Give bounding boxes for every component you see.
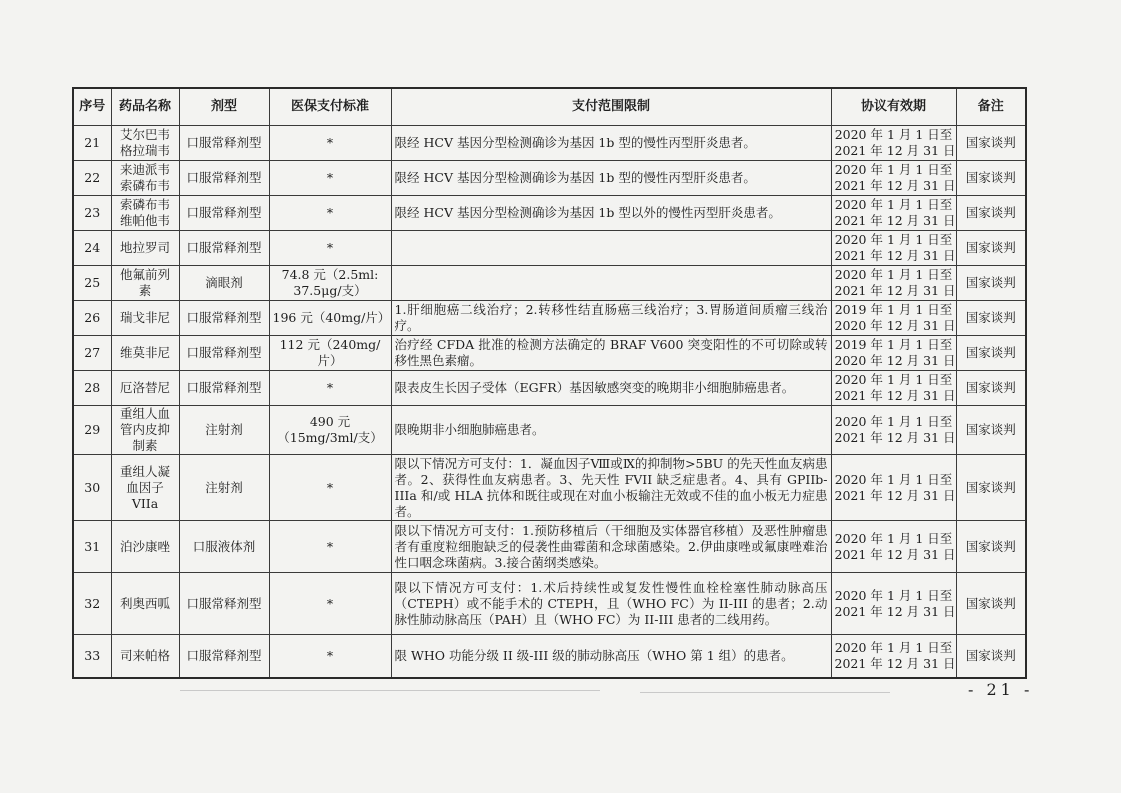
header-payment-standard: 医保支付标准 (269, 88, 391, 126)
period-end: 2021 年 12 月 31 日 (834, 283, 956, 298)
drug-name: 索磷布韦维帕他韦 (111, 196, 179, 231)
remark: 国家谈判 (956, 126, 1026, 161)
row-number: 24 (73, 231, 111, 266)
drug-name: 维莫非尼 (111, 336, 179, 371)
row-number: 33 (73, 635, 111, 678)
period-end: 2020 年 12 月 31 日 (834, 318, 956, 333)
period-start: 2019 年 1 月 1 日至 (834, 337, 953, 352)
dosage-form: 口服常释剂型 (179, 573, 269, 635)
payment-standard: * (269, 231, 391, 266)
row-number: 26 (73, 301, 111, 336)
remark: 国家谈判 (956, 635, 1026, 678)
payment-scope: 限以下情况方可支付：1.预防移植后（干细胞及实体器官移植）及恶性肿瘤患者有重度粒细胞缺乏的侵袭性曲霉菌和念球菌感染。2.伊曲康唑或氟康唑难治性口咽念珠菌病。3.接合菌纲类感染。 (391, 521, 831, 573)
period-end: 2020 年 12 月 31 日 (834, 353, 956, 368)
payment-scope (391, 266, 831, 301)
remark: 国家谈判 (956, 371, 1026, 406)
period-start: 2019 年 1 月 1 日至 (834, 302, 953, 317)
row-number: 30 (73, 455, 111, 521)
table-row (73, 266, 1026, 301)
payment-standard: * (269, 371, 391, 406)
period-end: 2021 年 12 月 31 日 (834, 546, 956, 562)
header-no: 序号 (73, 88, 111, 126)
table-row (73, 161, 1026, 196)
agreement-period (831, 573, 956, 635)
remark: 国家谈判 (956, 336, 1026, 371)
payment-scope (391, 231, 831, 266)
row-number: 25 (73, 266, 111, 301)
payment-scope: 限经 HCV 基因分型检测确诊为基因 1b 型的慢性丙型肝炎患者。 (391, 126, 831, 161)
remark: 国家谈判 (956, 521, 1026, 573)
agreement-period (831, 126, 956, 161)
remark: 国家谈判 (956, 196, 1026, 231)
row-number: 23 (73, 196, 111, 231)
drug-name: 他氟前列素 (111, 266, 179, 301)
remark: 国家谈判 (956, 231, 1026, 266)
agreement-period (831, 455, 956, 521)
agreement-period (831, 521, 956, 573)
table-row (73, 126, 1026, 161)
remark: 国家谈判 (956, 266, 1026, 301)
payment-standard: * (269, 161, 391, 196)
payment-standard: 196 元（40mg/片） (269, 301, 391, 336)
table-row (73, 521, 1026, 573)
period-end: 2021 年 12 月 31 日 (834, 655, 956, 671)
drug-name: 瑞戈非尼 (111, 301, 179, 336)
agreement-period (831, 266, 956, 301)
remark: 国家谈判 (956, 301, 1026, 336)
table-row (73, 231, 1026, 266)
dosage-form: 口服液体剂 (179, 521, 269, 573)
scan-artifact (640, 692, 890, 693)
table-row (73, 371, 1026, 406)
dosage-form: 口服常释剂型 (179, 196, 269, 231)
agreement-period (831, 371, 956, 406)
header-agreement-period: 协议有效期 (831, 88, 956, 126)
table-row (73, 573, 1026, 635)
remark: 国家谈判 (956, 573, 1026, 635)
header-dosage-form: 剂型 (179, 88, 269, 126)
page-number: - 21 - (968, 680, 1034, 699)
period-end: 2021 年 12 月 31 日 (834, 430, 956, 445)
period-start: 2020 年 1 月 1 日至 (834, 639, 953, 655)
period-end: 2021 年 12 月 31 日 (834, 388, 956, 403)
payment-scope: 限 WHO 功能分级 II 级-III 级的肺动脉高压（WHO 第 1 组）的患者。 (391, 635, 831, 678)
row-number: 31 (73, 521, 111, 573)
header-payment-scope: 支付范围限制 (391, 88, 831, 126)
dosage-form: 口服常释剂型 (179, 371, 269, 406)
table-row (73, 196, 1026, 231)
scan-artifact (180, 690, 600, 691)
payment-standard: * (269, 455, 391, 521)
period-end: 2021 年 12 月 31 日 (834, 143, 956, 158)
payment-scope: 限以下情况方可支付：1.术后持续性或复发性慢性血栓栓塞性肺动脉高压（CTEPH）或不能手术的 CTEPH，且（WHO FC）为 II-III 的患者；2.动脉性肺动脉高压（PAH）且（WHO FC）为 II-III 患者的二线用药。 (391, 573, 831, 635)
payment-standard: 112 元（240mg/片） (269, 336, 391, 371)
dosage-form: 口服常释剂型 (179, 126, 269, 161)
period-end: 2021 年 12 月 31 日 (834, 603, 956, 619)
table-row (73, 336, 1026, 371)
payment-scope: 限经 HCV 基因分型检测确诊为基因 1b 型的慢性丙型肝炎患者。 (391, 161, 831, 196)
drug-name: 来迪派韦索磷布韦 (111, 161, 179, 196)
header-drug-name: 药品名称 (111, 88, 179, 126)
row-number: 21 (73, 126, 111, 161)
payment-scope: 限表皮生长因子受体（EGFR）基因敏感突变的晚期非小细胞肺癌患者。 (391, 371, 831, 406)
dosage-form: 口服常释剂型 (179, 231, 269, 266)
period-start: 2020 年 1 月 1 日至 (834, 530, 953, 546)
row-number: 28 (73, 371, 111, 406)
dosage-form: 口服常释剂型 (179, 301, 269, 336)
header-remark: 备注 (956, 88, 1026, 126)
remark: 国家谈判 (956, 455, 1026, 521)
period-start: 2020 年 1 月 1 日至 (834, 471, 953, 487)
row-number: 22 (73, 161, 111, 196)
payment-standard: * (269, 196, 391, 231)
dosage-form: 口服常释剂型 (179, 161, 269, 196)
agreement-period (831, 406, 956, 455)
remark: 国家谈判 (956, 161, 1026, 196)
period-end: 2021 年 12 月 31 日 (834, 248, 956, 263)
payment-scope: 治疗经 CFDA 批准的检测方法确定的 BRAF V600 突变阳性的不可切除或转移性黑色素瘤。 (391, 336, 831, 371)
remark: 国家谈判 (956, 406, 1026, 455)
table-row (73, 635, 1026, 678)
drug-payment-table (72, 87, 1027, 679)
period-end: 2021 年 12 月 31 日 (834, 178, 956, 193)
agreement-period (831, 635, 956, 678)
agreement-period (831, 336, 956, 371)
payment-standard: * (269, 126, 391, 161)
agreement-period (831, 161, 956, 196)
drug-name: 艾尔巴韦格拉瑞韦 (111, 126, 179, 161)
period-start: 2020 年 1 月 1 日至 (834, 414, 953, 429)
drug-name: 司来帕格 (111, 635, 179, 678)
period-end: 2021 年 12 月 31 日 (834, 213, 956, 228)
table-row (73, 455, 1026, 521)
period-start: 2020 年 1 月 1 日至 (834, 372, 953, 387)
dosage-form: 口服常释剂型 (179, 635, 269, 678)
payment-standard: * (269, 521, 391, 573)
period-start: 2020 年 1 月 1 日至 (834, 267, 953, 282)
period-start: 2020 年 1 月 1 日至 (834, 197, 953, 212)
payment-standard: 490 元（15mg/3ml/支） (269, 406, 391, 455)
payment-standard: * (269, 573, 391, 635)
drug-name: 厄洛替尼 (111, 371, 179, 406)
drug-name: 重组人血管内皮抑制素 (111, 406, 179, 455)
table-row (73, 406, 1026, 455)
drug-name: 地拉罗司 (111, 231, 179, 266)
agreement-period (831, 301, 956, 336)
table-header-row (73, 88, 1026, 126)
period-start: 2020 年 1 月 1 日至 (834, 127, 953, 142)
table-row (73, 301, 1026, 336)
drug-name: 泊沙康唑 (111, 521, 179, 573)
payment-scope: 限经 HCV 基因分型检测确诊为基因 1b 型以外的慢性丙型肝炎患者。 (391, 196, 831, 231)
agreement-period (831, 196, 956, 231)
row-number: 29 (73, 406, 111, 455)
period-start: 2020 年 1 月 1 日至 (834, 232, 953, 247)
payment-scope: 限晚期非小细胞肺癌患者。 (391, 406, 831, 455)
row-number: 32 (73, 573, 111, 635)
period-start: 2020 年 1 月 1 日至 (834, 587, 953, 603)
payment-scope: 1.肝细胞癌二线治疗；2.转移性结直肠癌三线治疗；3.胃肠道间质瘤三线治疗。 (391, 301, 831, 336)
row-number: 27 (73, 336, 111, 371)
dosage-form: 口服常释剂型 (179, 336, 269, 371)
period-start: 2020 年 1 月 1 日至 (834, 162, 953, 177)
period-end: 2021 年 12 月 31 日 (834, 487, 956, 503)
payment-scope: 限以下情况方可支付：1．凝血因子Ⅷ或Ⅸ的抑制物>5BU 的先天性血友病患者。2、获得性血友病患者。3、先天性 FVII 缺乏症患者。4、具有 GPIIb-IIIa 和/或 HLA 抗体和既往或现在对血小板输注无效或不佳的血小板无力症患者。 (391, 455, 831, 521)
drug-name: 利奥西呱 (111, 573, 179, 635)
dosage-form: 注射剂 (179, 455, 269, 521)
payment-standard: * (269, 635, 391, 678)
agreement-period (831, 231, 956, 266)
drug-name: 重组人凝血因子VIIa (111, 455, 179, 521)
payment-standard: 74.8 元（2.5ml: 37.5μg/支） (269, 266, 391, 301)
dosage-form: 注射剂 (179, 406, 269, 455)
dosage-form: 滴眼剂 (179, 266, 269, 301)
